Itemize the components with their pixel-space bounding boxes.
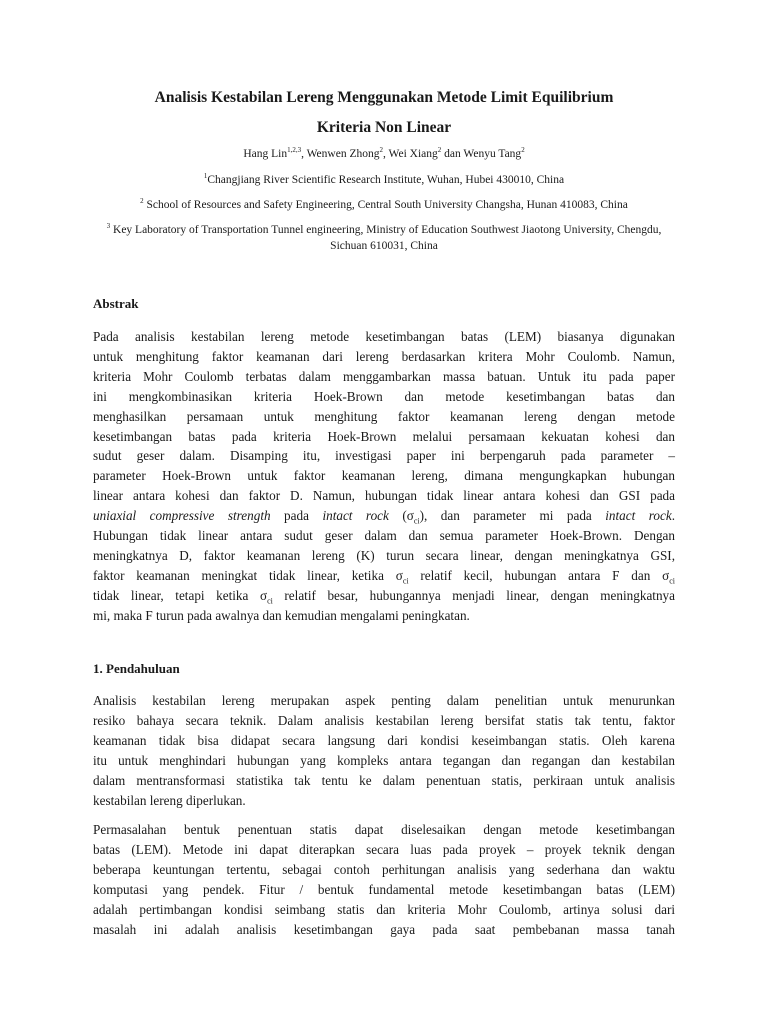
abstract-italic-term: intact rock <box>605 508 672 524</box>
abstract-line: kriteria Mohr Coulomb terbatas dalam menggambarkan massa batuan. Untuk itu pada paper <box>93 368 675 384</box>
introduction-line: komputasi yang pendek. Fitur / bentuk fundamental metode kesetimbangan batas (LEM) <box>93 881 675 897</box>
introduction-heading: 1. Pendahuluan <box>93 661 180 676</box>
abstract-text: (σ <box>388 508 414 524</box>
abstract-subscript: ci <box>669 576 676 586</box>
author-list <box>60 146 708 162</box>
introduction-line: resiko bahaya secara teknik. Dalam analisis kestabilan lereng bersifat statis tak tentu, faktor <box>93 712 675 728</box>
introduction-line: masalah ini adalah analisis kesetimbangan gaya pada saat pembebanan massa tanah <box>93 921 675 937</box>
author-affiliation-marker: 2 <box>437 146 442 155</box>
abstract-line <box>93 566 675 586</box>
abstract-subscript: ci <box>267 596 273 606</box>
abstract-line: parameter Hoek-Brown untuk faktor keamanan lereng, dimana mengungkapkan hubungan <box>93 468 675 484</box>
abstract-text: . <box>671 508 675 524</box>
abstract-line: ini mengkombinasikan kriteria Hoek-Brown dan metode kesetimbangan batas dan <box>93 388 675 404</box>
abstract-line: kesetimbangan batas pada kriteria Hoek-Brown melalui persamaan kekuatan kohesi dan <box>93 428 675 444</box>
author-name: Wenyu Tang <box>463 148 522 160</box>
introduction-line: beberapa keuntungan tertentu, sebagai contoh perhitungan analisis yang sederhana dan waktu <box>93 861 675 877</box>
abstract-line: linear antara kohesi dan faktor D. Namun, hubungan tidak linear antara kohesi dan GSI pada <box>93 488 675 504</box>
author-separator: , <box>382 148 389 160</box>
introduction-line: batas (LEM). Metode ini dapat diterapkan secara luas pada proyek – proyek teknik dengan <box>93 841 675 857</box>
paper-title-line-2: Kriteria Non Linear <box>316 119 452 136</box>
abstract-text: pada <box>270 508 323 524</box>
author-affiliation-marker: 2 <box>521 146 525 155</box>
abstract-subscript: ci <box>402 576 409 586</box>
abstract-text: ), dan parameter mi pada <box>419 508 606 524</box>
abstract-italic-term: intact rock <box>322 508 389 524</box>
abstract-line: Hubungan tidak linear antara sudut geser dalam dan semua parameter Hoek-Brown. Dengan <box>93 528 675 544</box>
abstract-subscript: ci <box>413 516 420 526</box>
introduction-line: keamanan tidak bisa didapat secara langsung dari kondisi keseimbangan statis. Oleh karena <box>93 732 675 748</box>
abstract-line: untuk menghitung faktor keamanan dari lereng berdasarkan kritera Mohr Coulomb. Namun, <box>93 348 675 364</box>
author-name: Wenwen Zhong <box>306 148 380 160</box>
abstract-paragraph <box>93 327 675 626</box>
abstract-text: relatif besar, hubungannya menjadi linear, dengan meningkatnya <box>272 587 676 603</box>
introduction-line: adalah pertimbangan kondisi seimbang statis dan kriteria Mohr Coulomb, artinya solusi dari <box>93 901 675 917</box>
affiliation-2 <box>95 197 673 213</box>
abstract-line <box>93 586 675 606</box>
author-separator: dan <box>441 148 464 160</box>
author-affiliation-marker: 2 <box>379 146 383 155</box>
abstract-line: sudut geser dalam. Disamping itu, investigasi paper ini berpengaruh pada parameter – <box>93 448 675 464</box>
author-name: Wei Xiang <box>388 148 438 160</box>
introduction-line: Permasalahan bentuk penentuan statis dapat diselesaikan dengan metode kesetimbangan <box>93 822 675 837</box>
author-name: Hang Lin <box>243 148 288 160</box>
author-affiliation-marker: 1,2,3 <box>287 146 302 155</box>
abstract-line: mi, maka F turun pada awalnya dan kemudian mengalami peningkatan. <box>93 607 470 623</box>
introduction-line: itu untuk menghindari hubungan yang kompleks antara tegangan dan regangan dan kestabilan <box>93 752 675 768</box>
abstract-line: menghasilkan persamaan untuk menghitung faktor keamanan lereng dengan metode <box>93 408 675 424</box>
affiliation-3-marker: 3 <box>106 222 111 231</box>
affiliation-2-text: School of Resources and Safety Engineering, Central South University Changsha, Hunan 410083, China <box>146 199 628 211</box>
introduction-paragraph-2 <box>93 820 675 940</box>
introduction-line: Analisis kestabilan lereng merupakan aspek penting dalam penelitian untuk menurunkan <box>93 693 675 708</box>
affiliation-3 <box>95 222 673 254</box>
introduction-line: dalam mentransformasi statistika tak tentu ke dalam penentuan statis, perkiraan untuk analisis <box>93 772 675 788</box>
paper-title-line-1: Analisis Kestabilan Lereng Menggunakan Metode Limit Equilibrium <box>154 89 614 106</box>
abstract-italic-term: uniaxial compressive strength <box>93 508 271 524</box>
affiliation-2-marker: 2 <box>140 197 144 206</box>
affiliation-1 <box>95 172 673 188</box>
abstract-line: Pada analisis kestabilan lereng metode kesetimbangan batas (LEM) biasanya digunakan <box>93 329 675 344</box>
abstract-text: faktor keamanan meningkat tidak linear, ketika σ <box>93 567 403 583</box>
abstract-line <box>93 506 675 526</box>
abstract-heading: Abstrak <box>93 296 139 311</box>
introduction-line: kestabilan lereng diperlukan. <box>93 792 246 808</box>
abstract-text: relatif kecil, hubungan antara F dan σ <box>408 567 670 583</box>
affiliation-1-marker: 1 <box>203 172 208 181</box>
author-separator: , <box>301 148 307 160</box>
introduction-paragraph-1 <box>93 691 675 810</box>
affiliation-3-text: Key Laboratory of Transportation Tunnel engineering, Ministry of Education Southwest Jiaotong University, Chengdu, Sichuan 610031, China <box>113 224 662 252</box>
affiliation-1-text: Changjiang River Scientific Research Institute, Wuhan, Hubei 430010, China <box>207 174 565 186</box>
abstract-line: meningkatnya D, faktor keamanan lereng (K) turun secara linear, dengan meningkatnya GSI, <box>93 547 675 563</box>
abstract-text: tidak linear, tetapi ketika σ <box>93 587 268 603</box>
